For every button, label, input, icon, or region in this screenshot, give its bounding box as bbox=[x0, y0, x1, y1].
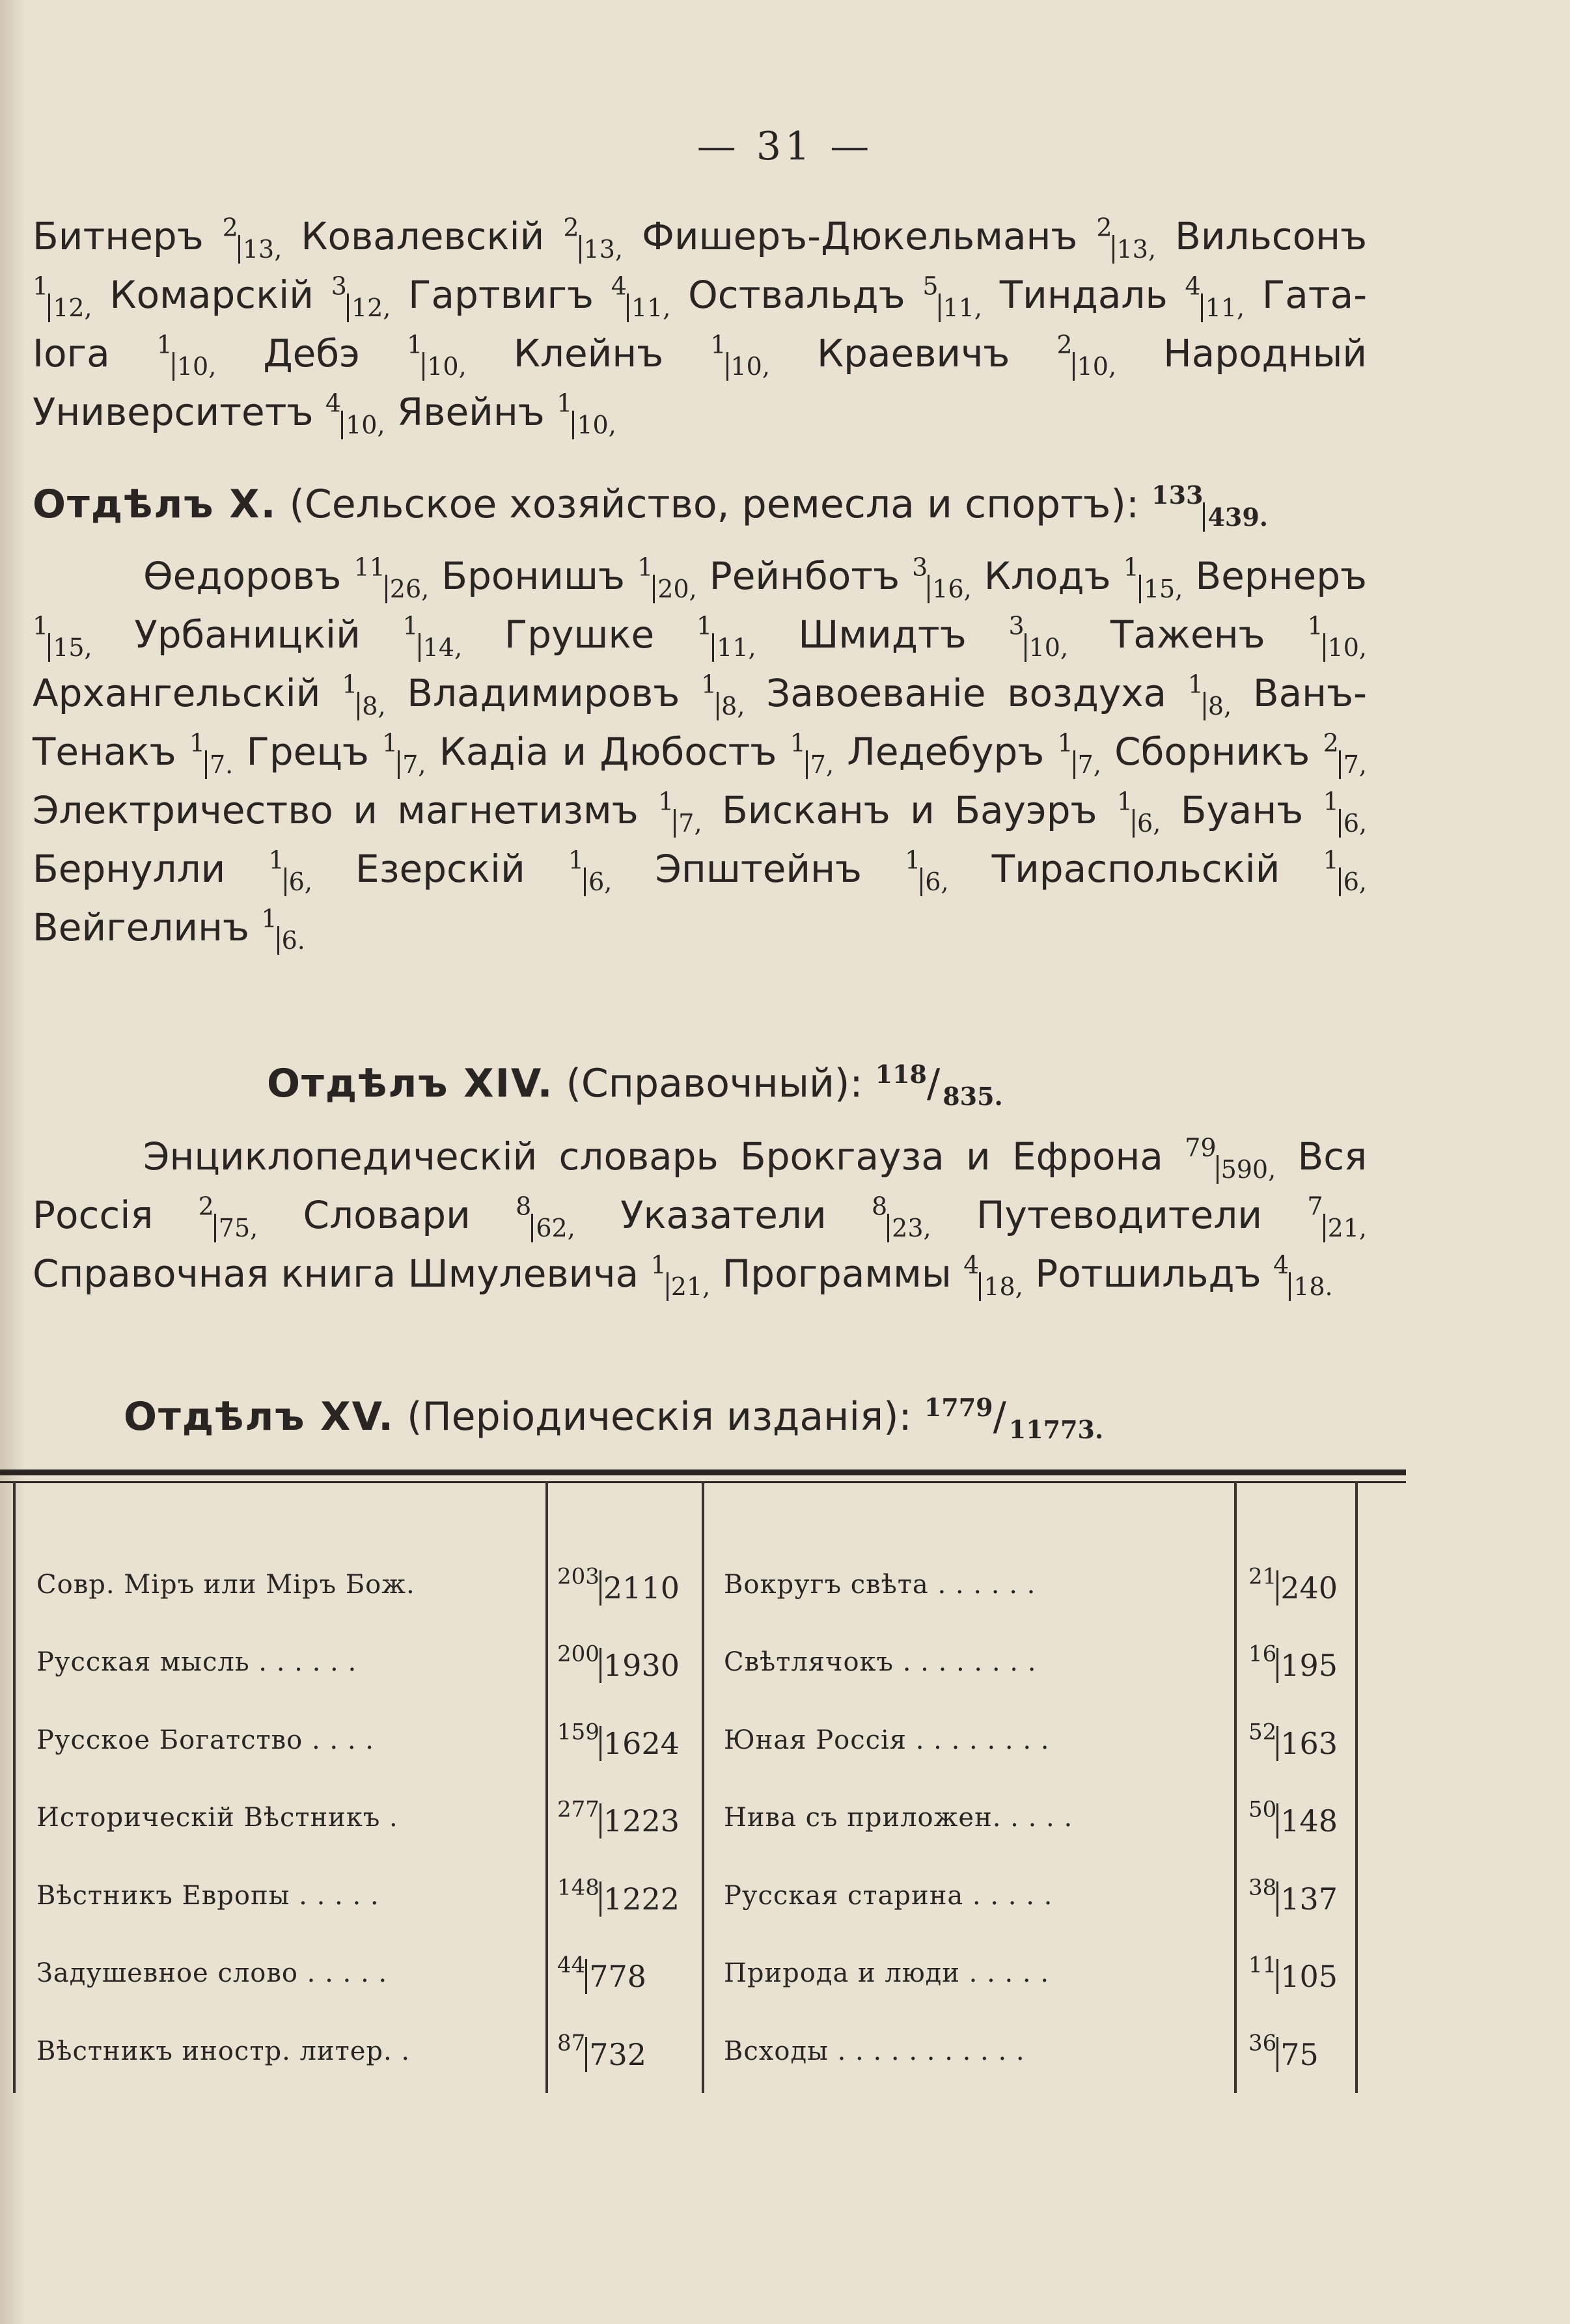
section-x-heading bbox=[33, 475, 1268, 534]
stat-entry bbox=[722, 1250, 1023, 1301]
periodical-count: $^{200}$ $_{1930}$ bbox=[557, 1641, 680, 1684]
periodical-title: Свѣтлячокъ . . . . . . . . bbox=[724, 1647, 1037, 1678]
periodical-title: Русская мысль . . . . . . bbox=[36, 1647, 357, 1678]
stat-entry bbox=[620, 1192, 931, 1242]
table-divider-2 bbox=[702, 1481, 704, 2093]
table-divider-3 bbox=[1234, 1481, 1237, 2093]
paragraph-reference-works bbox=[33, 1127, 1367, 1303]
entry-count: $^3_{12,}$ bbox=[331, 271, 391, 322]
entry-name: Тираспольскій bbox=[991, 847, 1280, 891]
stat-entry bbox=[984, 553, 1183, 603]
entry-name: Тиндаль bbox=[999, 273, 1168, 317]
entry-count: $^1_{7,}$ bbox=[1057, 728, 1101, 779]
section-xiv-heading bbox=[267, 1054, 1003, 1113]
entry-name: Ковалевскій bbox=[301, 214, 545, 258]
entry-name: Вейгелинъ bbox=[33, 905, 249, 950]
table-row bbox=[36, 1779, 680, 1857]
entry-name: Рейнботъ bbox=[709, 554, 900, 598]
stat-entry bbox=[439, 728, 834, 779]
entry-name: Кадіа и Дюбостъ bbox=[439, 730, 777, 774]
entry-count: $^1_{10,}$ bbox=[156, 330, 217, 381]
entry-name: Гата-Іога bbox=[33, 273, 1368, 376]
table-row bbox=[36, 1624, 680, 1702]
periodical-title: Совр. Міръ или Міръ Бож. bbox=[36, 1569, 415, 1600]
stat-entry bbox=[143, 553, 430, 603]
entry-count: $^1_{7,}$ bbox=[658, 787, 702, 838]
periodical-count: $^{277}$ $_{1223}$ bbox=[557, 1796, 680, 1839]
entry-count: $^2_{7,}$ bbox=[1323, 728, 1368, 779]
entry-count: $^1_{10,}$ bbox=[1307, 611, 1367, 662]
stat-entry bbox=[641, 213, 1157, 264]
section-xv-desc: (Періодическія изданія): bbox=[407, 1394, 912, 1440]
stat-entry bbox=[143, 1133, 1276, 1184]
entry-count: $^1_{6,}$ bbox=[1116, 787, 1161, 838]
stat-entry bbox=[396, 389, 616, 439]
stat-entry bbox=[817, 330, 1117, 381]
stat-entry bbox=[1110, 611, 1367, 662]
entry-name: Клодъ bbox=[984, 554, 1111, 598]
entry-name: Ѳедоровъ bbox=[143, 554, 342, 598]
entry-count: $^{11}_{26,}$ bbox=[353, 553, 430, 603]
entry-name: Оствальдъ bbox=[688, 273, 905, 317]
periodical-title: Историческій Вѣстникъ . bbox=[36, 1803, 398, 1833]
entry-name: Архангельскій bbox=[33, 671, 321, 715]
section-xiv-desc: (Справочный): bbox=[566, 1061, 863, 1106]
periodical-count: $^{21}$ $_{240}$ bbox=[1248, 1563, 1338, 1606]
stat-entry bbox=[766, 670, 1232, 720]
entry-name: Грушке bbox=[504, 612, 655, 657]
periodical-title: Всходы . . . . . . . . . . . bbox=[724, 2036, 1025, 2066]
entry-count: $^1_{10,}$ bbox=[407, 330, 467, 381]
entry-name: Вся Россія bbox=[33, 1134, 1368, 1237]
entry-count: $^4_{11,}$ bbox=[1185, 271, 1245, 322]
entry-count: $^1_{6,}$ bbox=[1323, 845, 1367, 896]
entry-count: $^1_{14,}$ bbox=[402, 611, 463, 662]
entry-count: $^4_{18,}$ bbox=[963, 1250, 1023, 1301]
stat-entry bbox=[134, 611, 463, 662]
stat-entry bbox=[355, 845, 613, 896]
periodical-count: $^{11}$ $_{105}$ bbox=[1248, 1952, 1338, 1995]
stat-entry bbox=[33, 1250, 711, 1301]
entry-count: $^1_{15,}$ bbox=[33, 611, 92, 662]
entry-count: $^4_{18.}$ bbox=[1273, 1250, 1333, 1301]
stat-entry bbox=[246, 728, 426, 779]
entry-name: Владимировъ bbox=[407, 671, 680, 715]
entry-name: Бронишъ bbox=[441, 554, 626, 598]
entry-count: $^3_{16,}$ bbox=[912, 553, 972, 603]
section-xv-count: $^{1779}$/ $_{11773.}$ bbox=[924, 1393, 1104, 1444]
periodical-title: Вокругъ свѣта . . . . . . bbox=[724, 1569, 1036, 1600]
stat-entry bbox=[1114, 728, 1368, 779]
periodical-count: $^{159}$ $_{1624}$ bbox=[557, 1719, 680, 1761]
section-xiv-count: $^{118}$/ $_{835.}$ bbox=[875, 1059, 1003, 1111]
entry-count: $^1_{20,}$ bbox=[637, 553, 697, 603]
stat-entry bbox=[1180, 787, 1368, 838]
table-row bbox=[724, 1935, 1338, 2013]
stat-entry bbox=[303, 1192, 575, 1242]
periodical-count: $^{50}$ $_{148}$ bbox=[1248, 1796, 1338, 1839]
entry-count: $^1_{10,}$ bbox=[557, 389, 616, 439]
periodical-title: Русское Богатство . . . . bbox=[36, 1725, 374, 1755]
entry-count: $^1_{6.}$ bbox=[261, 904, 305, 955]
entry-count: $^2_{13,}$ bbox=[1096, 213, 1157, 264]
entry-name: Ротшильдъ bbox=[1035, 1251, 1261, 1296]
entry-count: $^2_{13,}$ bbox=[222, 213, 282, 264]
stat-entry bbox=[504, 611, 756, 662]
table-top-rule bbox=[0, 1470, 1406, 1475]
entry-count: $^1_{8,}$ bbox=[1187, 670, 1232, 720]
periodical-title: Задушевное слово . . . . . bbox=[36, 1958, 388, 1989]
entry-count: $^2_{75,}$ bbox=[198, 1192, 258, 1242]
table-row bbox=[36, 1935, 647, 2013]
entry-name: Народный Университетъ bbox=[33, 331, 1368, 434]
entry-count: $^8_{23,}$ bbox=[871, 1192, 931, 1242]
table-row bbox=[36, 1857, 680, 1935]
entry-name: Программы bbox=[722, 1251, 952, 1296]
section-xv-label: Отдѣлъ XV. bbox=[124, 1394, 395, 1440]
periodical-count: $^{203}$ $_{2110}$ bbox=[557, 1563, 680, 1606]
section-x-label: Отдѣлъ X. bbox=[33, 482, 277, 527]
periodical-title: Вѣстникъ Европы . . . . . bbox=[36, 1880, 379, 1911]
entry-count: $^2_{10,}$ bbox=[1056, 330, 1117, 381]
entry-name: Бернулли bbox=[33, 847, 226, 891]
stat-entry bbox=[655, 845, 949, 896]
entry-name: Электричество и магнетизмъ bbox=[33, 788, 639, 832]
table-row bbox=[724, 2012, 1319, 2090]
entry-name: Путеводители bbox=[976, 1193, 1263, 1237]
entry-count: $^1_{7,}$ bbox=[382, 728, 426, 779]
entry-count: $^1_{8,}$ bbox=[700, 670, 745, 720]
stat-entry bbox=[263, 330, 467, 381]
stat-entry bbox=[721, 787, 1161, 838]
entry-name: Ванъ-Тенакъ bbox=[33, 671, 1367, 774]
periodical-count: $^{36}$ $_{75}$ bbox=[1248, 2030, 1319, 2072]
entry-name: Битнеръ bbox=[33, 214, 204, 258]
periodical-count: $^{44}$ $_{778}$ bbox=[557, 1952, 647, 1995]
table-row bbox=[36, 1701, 680, 1779]
entry-count: $^4_{10,}$ bbox=[325, 389, 385, 439]
periodical-count: $^{87}$ $_{732}$ bbox=[557, 2030, 647, 2072]
stat-entry bbox=[33, 670, 386, 720]
entry-name: Буанъ bbox=[1180, 788, 1304, 832]
entry-name: Фишеръ-Дюкельманъ bbox=[641, 214, 1078, 258]
entry-count: $^1_{8,}$ bbox=[342, 670, 386, 720]
stat-entry bbox=[709, 553, 972, 603]
entry-name: Сборникъ bbox=[1114, 730, 1310, 774]
entry-name: Урбаницкій bbox=[134, 612, 361, 657]
entry-count: $^1_{6,}$ bbox=[905, 845, 949, 896]
entry-name: Энциклопедическій словарь Брокгауза и Ефрона bbox=[143, 1134, 1163, 1179]
entry-count: $^1_{12,}$ bbox=[33, 271, 92, 322]
paragraph-science-authors bbox=[33, 207, 1367, 441]
stat-entry bbox=[991, 845, 1367, 896]
entry-count: $^7_{21,}$ bbox=[1307, 1192, 1367, 1242]
periodical-count: $^{16}$ $_{195}$ bbox=[1248, 1641, 1338, 1684]
entry-name: Явейнъ bbox=[396, 390, 545, 434]
entry-name: Указатели bbox=[620, 1193, 827, 1237]
paragraph-agriculture-authors bbox=[33, 547, 1367, 957]
entry-count: $^1_{21,}$ bbox=[650, 1250, 711, 1301]
periodical-title: Вѣстникъ иностр. литер. . bbox=[36, 2036, 411, 2066]
stat-entry bbox=[441, 553, 697, 603]
periodical-count: $^{148}$ $_{1222}$ bbox=[557, 1874, 680, 1917]
entry-count: $^4_{11,}$ bbox=[611, 271, 671, 322]
stat-entry bbox=[33, 787, 702, 838]
entry-count: $^8_{62,}$ bbox=[516, 1192, 575, 1242]
stat-entry bbox=[408, 271, 671, 322]
table-row bbox=[36, 1546, 680, 1624]
stat-entry bbox=[1035, 1250, 1333, 1301]
entry-name: Бисканъ и Бауэръ bbox=[721, 788, 1097, 832]
section-x-count: $^{133}_{439.}$ bbox=[1151, 480, 1269, 532]
table-divider-1 bbox=[545, 1481, 548, 2093]
table-row bbox=[724, 1779, 1338, 1857]
entry-name: Завоеваніе воздуха bbox=[766, 671, 1167, 715]
entry-count: $^1_{6,}$ bbox=[268, 845, 312, 896]
entry-name: Грецъ bbox=[246, 730, 369, 774]
page-number: — 31 — bbox=[696, 124, 874, 169]
entry-count: $^1_{10,}$ bbox=[710, 330, 770, 381]
section-xv-heading bbox=[124, 1388, 1103, 1446]
table-row bbox=[724, 1624, 1338, 1702]
table-row bbox=[36, 2012, 647, 2090]
stat-entry bbox=[407, 670, 745, 720]
stat-entry bbox=[33, 845, 312, 896]
entry-name: Вернеръ bbox=[1195, 554, 1368, 598]
table-row bbox=[724, 1857, 1338, 1935]
periodical-count: $^{38}$ $_{137}$ bbox=[1248, 1874, 1338, 1917]
table-border-left bbox=[13, 1481, 16, 2093]
entry-name: Езерскій bbox=[355, 847, 525, 891]
table-row bbox=[724, 1546, 1338, 1624]
periodicals-table-right bbox=[724, 1546, 1338, 2090]
stat-entry bbox=[513, 330, 770, 381]
entry-count: $^2_{13,}$ bbox=[563, 213, 623, 264]
stat-entry bbox=[847, 728, 1101, 779]
periodical-count: $^{52}$ $_{163}$ bbox=[1248, 1719, 1338, 1761]
entry-count: $^1_{15,}$ bbox=[1123, 553, 1183, 603]
stat-entry bbox=[798, 611, 1069, 662]
entry-name: Словари bbox=[303, 1193, 471, 1237]
entry-count: $^5_{11,}$ bbox=[922, 271, 982, 322]
entry-name: Гартвигъ bbox=[408, 273, 594, 317]
entry-name: Краевичъ bbox=[817, 331, 1010, 376]
periodical-title: Русская старина . . . . . bbox=[724, 1880, 1053, 1911]
stat-entry bbox=[33, 904, 305, 955]
entry-count: $^1_{7.}$ bbox=[189, 728, 234, 779]
stat-entry bbox=[999, 271, 1245, 322]
entry-name: Дебэ bbox=[263, 331, 360, 376]
entry-name: Комарскій bbox=[109, 273, 314, 317]
entry-name: Шмидтъ bbox=[798, 612, 967, 657]
table-row bbox=[724, 1701, 1338, 1779]
stat-entry bbox=[976, 1192, 1367, 1242]
entry-count: $^3_{10,}$ bbox=[1008, 611, 1069, 662]
entry-name: Клейнъ bbox=[513, 331, 664, 376]
stat-entry bbox=[109, 271, 391, 322]
entry-name: Ледебуръ bbox=[847, 730, 1045, 774]
entry-name: Вильсонъ bbox=[1175, 214, 1368, 258]
entry-name: Справочная книга Шмулевича bbox=[33, 1251, 639, 1296]
periodical-title: Природа и люди . . . . . bbox=[724, 1958, 1050, 1989]
stat-entry bbox=[33, 213, 282, 264]
periodical-title: Нива съ приложен. . . . . bbox=[724, 1803, 1073, 1833]
section-xiv-label: Отдѣлъ XIV. bbox=[267, 1061, 554, 1106]
entry-count: $^1_{6,}$ bbox=[568, 845, 613, 896]
entry-count: $^1_{7,}$ bbox=[790, 728, 834, 779]
table-border-right bbox=[1355, 1481, 1358, 2093]
periodicals-table-left bbox=[36, 1546, 680, 2090]
stat-entry bbox=[688, 271, 982, 322]
stat-entry bbox=[301, 213, 623, 264]
entry-count: $^1_{11,}$ bbox=[696, 611, 756, 662]
periodical-title: Юная Россія . . . . . . . . bbox=[724, 1725, 1050, 1755]
entry-name: Таженъ bbox=[1110, 612, 1265, 657]
entry-name: Эпштейнъ bbox=[655, 847, 862, 891]
entry-count: $^{79}_{590,}$ bbox=[1185, 1133, 1276, 1184]
section-x-desc: (Сельское хозяйство, ремесла и спортъ): bbox=[289, 482, 1140, 527]
entry-count: $^1_{6,}$ bbox=[1323, 787, 1368, 838]
